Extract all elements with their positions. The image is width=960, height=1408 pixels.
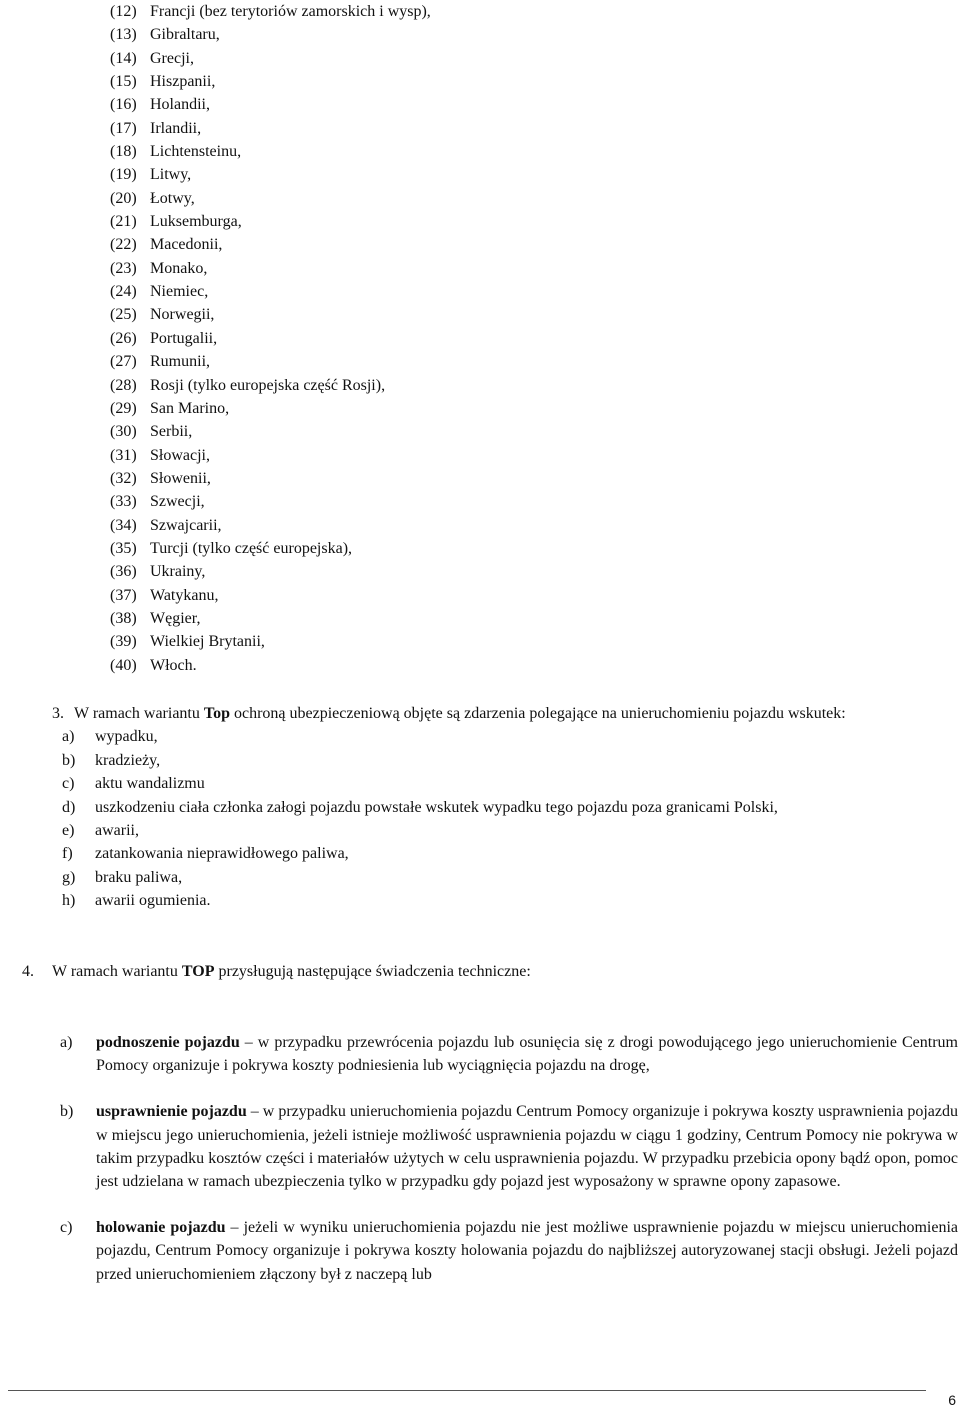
country-name: San Marino, [150,399,230,417]
country-item [110,280,710,303]
country-item [110,257,710,280]
country-number: (22) [110,236,137,254]
country-item [110,374,710,397]
country-name: Serbii, [150,423,193,441]
country-name: Szwajcarii, [150,516,222,534]
item-letter: g) [62,868,76,886]
section-3-intro [52,702,958,725]
country-name: Hiszpanii, [150,73,216,91]
country-name: Macedonii, [150,236,223,254]
event-list [52,725,958,912]
country-number: (31) [110,446,137,464]
country-name: Francji (bez terytoriów zamorskich i wysp), [150,3,431,20]
section-3 [52,702,958,913]
country-name: Łotwy, [150,189,195,207]
event-item [52,819,958,842]
country-number: (36) [110,563,137,581]
item-text: awarii ogumienia. [95,892,211,910]
country-item [110,23,710,46]
country-item [110,140,710,163]
section-text-before: W ramach wariantu [74,705,204,722]
country-number: (29) [110,399,137,417]
item-text: wypadku, [95,728,158,746]
country-item [110,444,710,467]
country-number: (14) [110,49,137,67]
country-name: Słowacji, [150,446,210,464]
service-item [60,1216,958,1286]
country-number: (32) [110,469,137,487]
country-item [110,0,710,23]
item-letter: c) [62,775,75,793]
country-item [110,584,710,607]
service-term: podnoszenie pojazdu [96,1034,240,1051]
item-text: zatankowania nieprawidłowego paliwa, [95,845,349,863]
section-text-after: ochroną ubezpieczeniową objęte są zdarzenia polegające na unieruchomieniu pojazdu wskutek: [229,705,846,722]
country-number: (34) [110,516,137,534]
section-number: 3. [52,705,64,722]
country-item [110,233,710,256]
service-description: – w przypadku unieruchomienia pojazdu Centrum Pomocy organizuje i pokrywa koszty usprawnienia pojazdu w miejscu jego unieruchomienia, jeżeli istnieje możliwość usprawnienia pojazdu w ciągu 1 godziny, Centrum Pomocy nie pokrywa w takim przypadku kosztów części i materiałów użytych w celu usprawnienia pojazdu. W przypadku przebicia opony bądź opon, pomoc jest udzielana w ramach ubezpieczenia tylko w przypadku gdy pojazd jest wyposażony w sprawne opony zapasowe. [96,1103,958,1191]
country-item [110,560,710,583]
country-name: Monako, [150,259,208,277]
country-name: Węgier, [150,609,201,627]
country-item [110,163,710,186]
country-item [110,187,710,210]
country-item [110,537,710,560]
country-item [110,210,710,233]
country-number: (18) [110,143,137,161]
variant-name: TOP [181,963,215,980]
event-item [52,889,958,912]
country-number: (17) [110,119,137,137]
service-item [60,1100,958,1193]
country-item [110,47,710,70]
event-item [52,796,958,819]
variant-name: Top [203,705,230,722]
service-term: holowanie pojazdu [96,1219,226,1237]
country-number: (40) [110,656,137,674]
country-item [110,420,710,443]
country-number: (12) [110,3,137,20]
country-name: Lichtensteinu, [150,143,242,161]
service-text [96,1216,958,1286]
event-item [52,749,958,772]
country-name: Litwy, [150,166,192,184]
event-item [52,866,958,889]
country-item [110,514,710,537]
section-text-after: przysługują następujące świadczenia techniczne: [214,963,531,980]
country-name: Irlandii, [150,119,202,137]
country-item [110,607,710,630]
country-number: (26) [110,329,137,347]
country-number: (30) [110,423,137,441]
event-item [52,772,958,795]
item-letter: c) [60,1219,73,1237]
item-letter: a) [60,1034,73,1051]
services-list [60,1031,958,1309]
event-item [52,725,958,748]
country-name: Wielkiej Brytanii, [150,633,265,651]
country-number: (21) [110,213,137,231]
service-text [96,1100,958,1193]
country-name: Norwegii, [150,306,215,324]
service-description: – jeżeli w wyniku unieruchomienia pojazdu nie jest możliwe usprawnienie pojazdu w miejscu unieruchomienia pojazdu, Centrum Pomocy organizuje i pokrywa koszty holowania pojazdu do najbliższej autoryzowanej stacji obsługi. Jeżeli pojazd przed unieruchomieniem złączony był z naczepą lub [96,1219,959,1283]
country-name: Holandii, [150,96,210,114]
country-item [110,654,710,677]
country-name: Słowenii, [150,469,211,487]
country-name: Szwecji, [150,493,205,511]
country-number: (15) [110,73,137,91]
country-name: Portugalii, [150,329,218,347]
country-number: (33) [110,493,137,511]
country-name: Watykanu, [150,586,219,604]
service-description: – w przypadku przewrócenia pojazdu lub osunięcia się z drogi powodującego jego unieruchomienie Centrum Pomocy organizuje i pokrywa koszty podniesienia lub wyciągnięcia pojazdu na drogę, [96,1034,958,1075]
country-number: (28) [110,376,137,394]
country-name: Grecji, [150,49,194,67]
service-text [96,1031,958,1077]
country-number: (23) [110,259,137,277]
country-name: Turcji (tylko część europejska), [150,539,353,557]
country-number: (38) [110,609,137,627]
country-item [110,70,710,93]
country-name: Gibraltaru, [150,26,220,44]
country-item [110,490,710,513]
section-4 [22,960,958,983]
country-number: (19) [110,166,137,184]
item-text: uszkodzeniu ciała członka załogi pojazdu powstałe wskutek wypadku tego pojazdu poza granicami Polski, [95,798,778,816]
item-letter: e) [62,821,75,839]
service-item [60,1031,958,1077]
item-letter: a) [62,728,75,746]
country-item [110,327,710,350]
country-item [110,467,710,490]
country-number: (35) [110,539,137,557]
page-number: 6 [948,1392,956,1408]
event-item [52,842,958,865]
country-item [110,630,710,653]
country-name: Rosji (tylko europejska część Rosji), [150,376,386,394]
country-number: (20) [110,189,137,207]
section-text-before: W ramach wariantu [52,963,182,980]
country-number: (39) [110,633,137,651]
item-text: kradzieży, [95,751,161,769]
item-letter: b) [60,1103,74,1121]
footer-rule [8,1390,926,1391]
country-number: (37) [110,586,137,604]
country-number: (13) [110,26,137,44]
country-item [110,397,710,420]
country-name: Ukrainy, [150,563,206,581]
country-name: Rumunii, [150,353,211,371]
country-item [110,117,710,140]
country-number: (27) [110,353,137,371]
country-name: Niemiec, [150,283,209,301]
country-item [110,93,710,116]
item-text: awarii, [95,821,139,839]
country-list [110,0,710,677]
country-name: Włoch. [150,656,197,674]
country-item [110,350,710,373]
service-term: usprawnienie pojazdu [96,1103,247,1121]
item-text: aktu wandalizmu [95,775,205,793]
item-letter: d) [62,798,76,816]
country-number: (16) [110,96,137,114]
country-name: Luksemburga, [150,213,242,231]
country-item [110,303,710,326]
item-letter: f) [62,845,73,863]
country-number: (24) [110,283,137,301]
item-text: braku paliwa, [95,868,183,886]
country-number: (25) [110,306,137,324]
item-letter: b) [62,751,76,769]
section-number: 4. [22,963,34,980]
item-letter: h) [62,892,76,910]
